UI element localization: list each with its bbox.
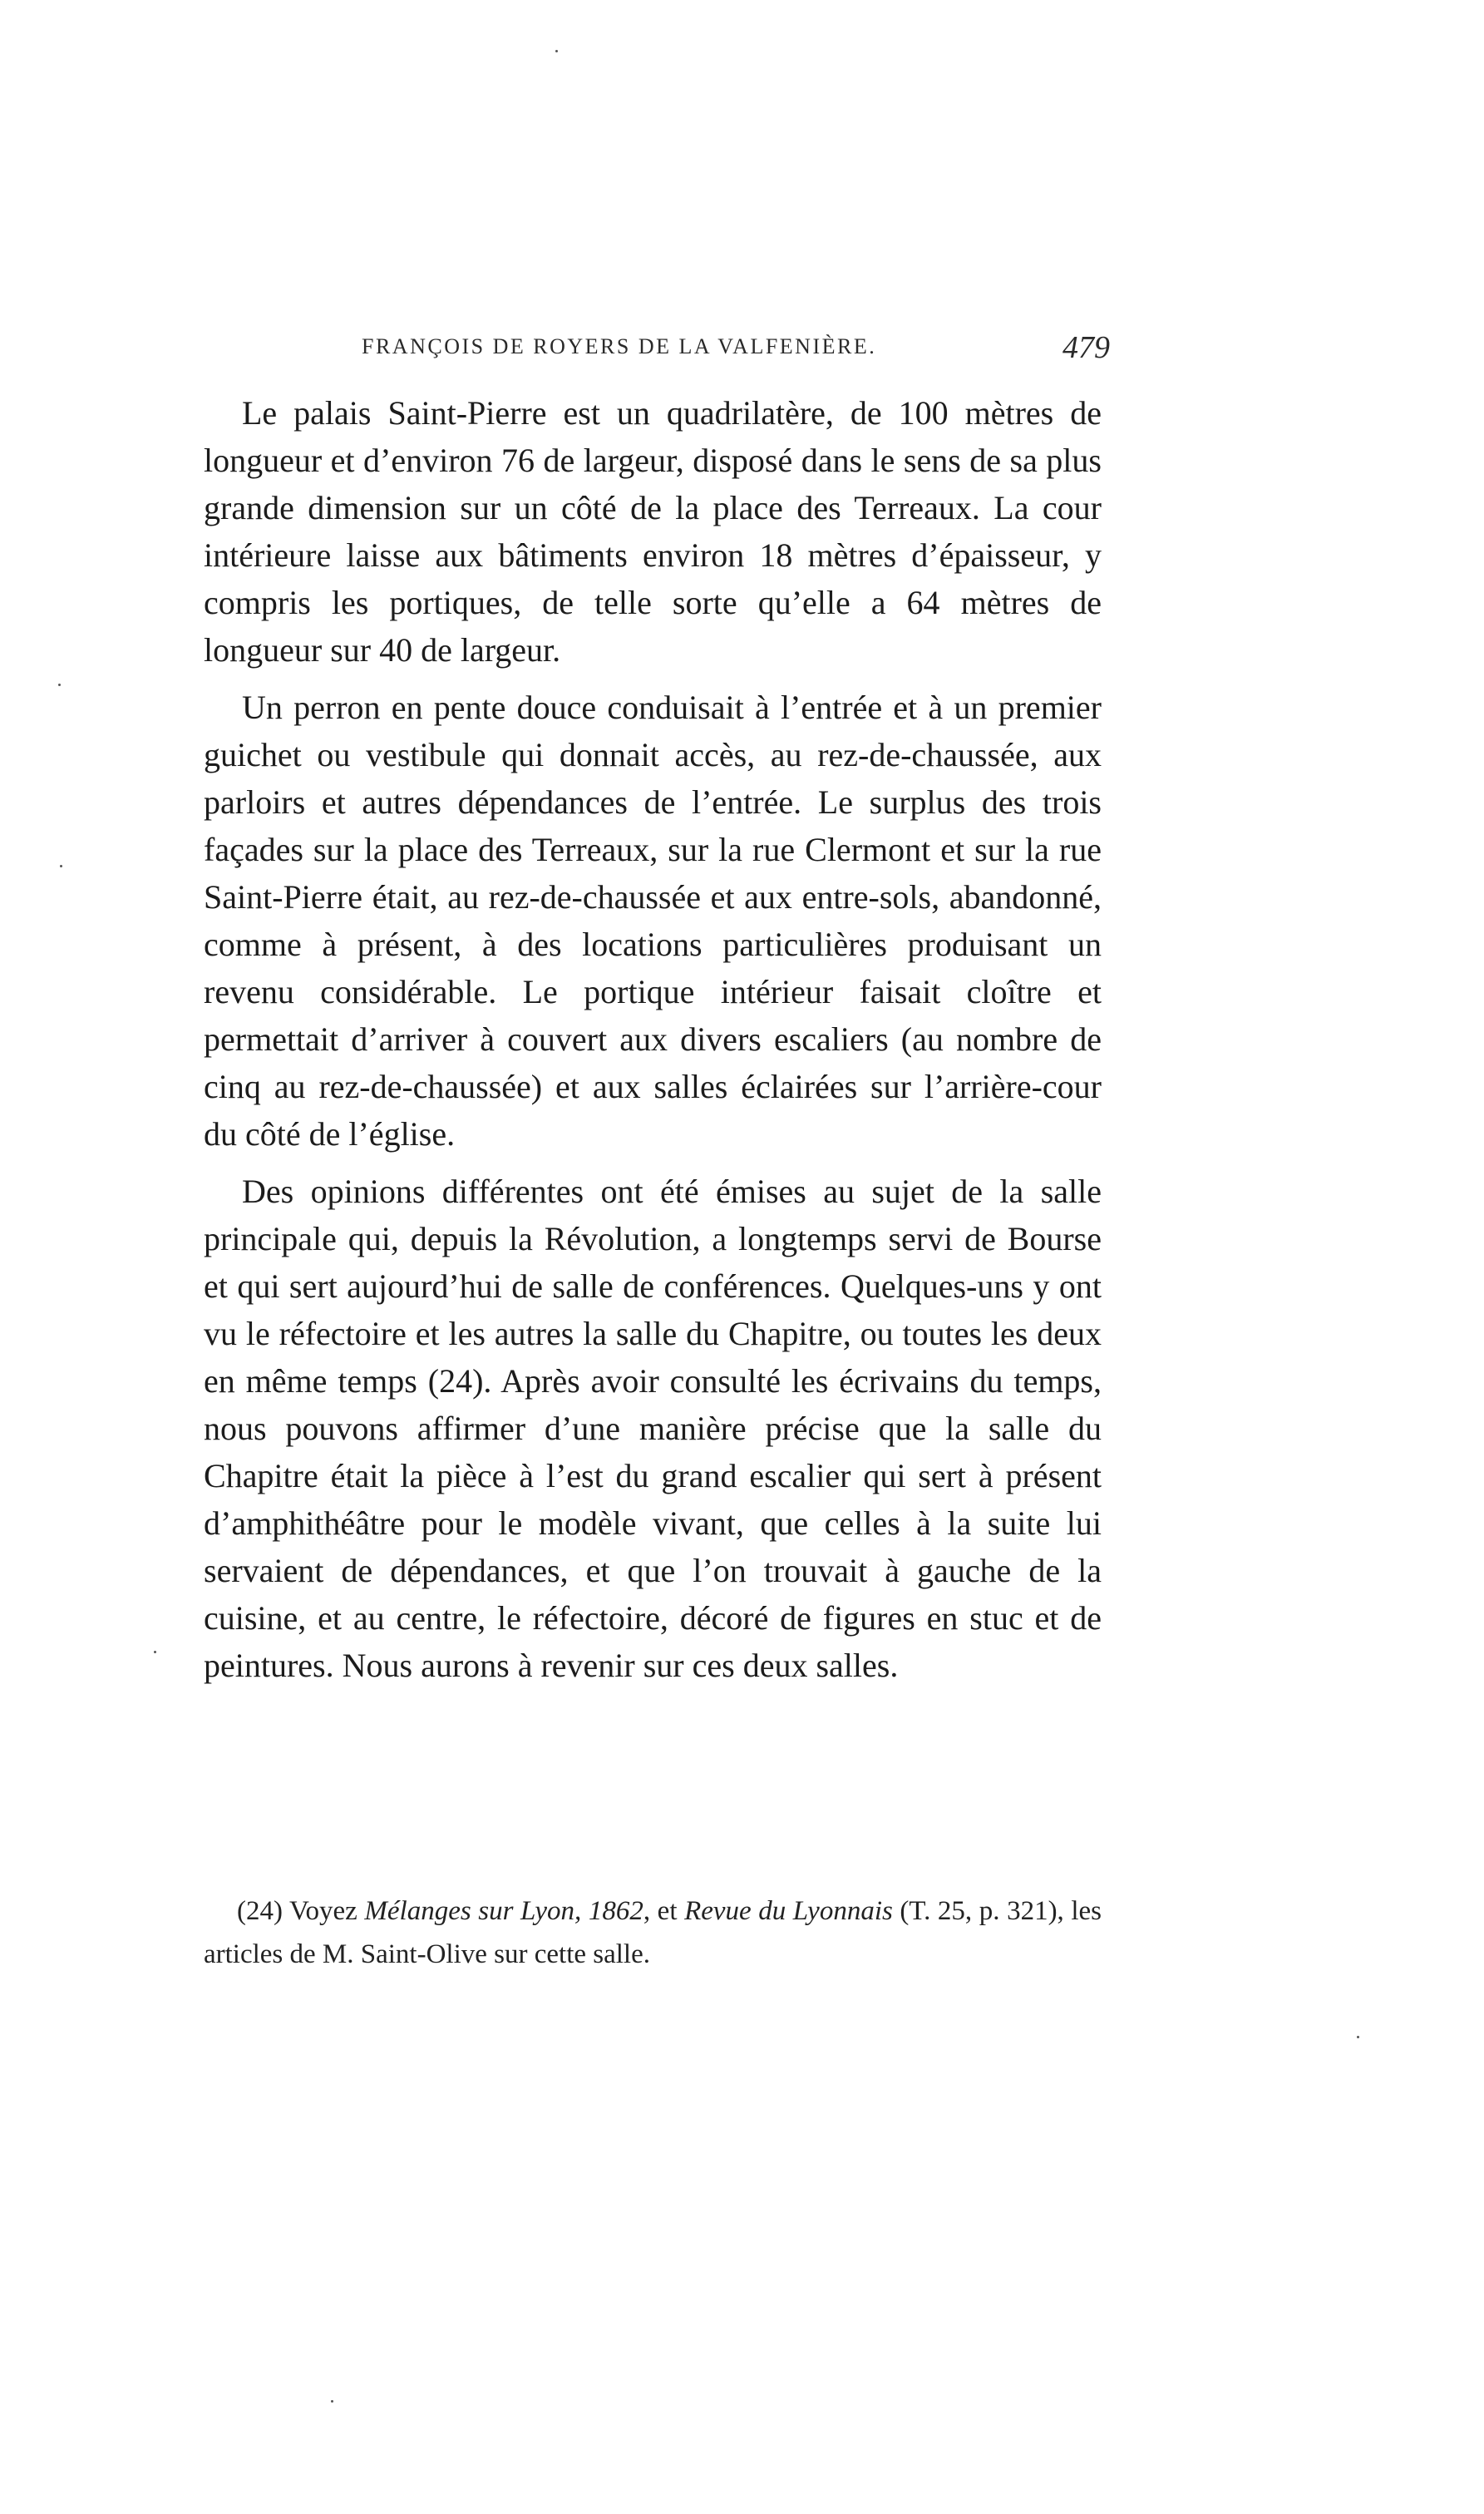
footnote-text-after: (T. 25, p. 321), les articles de M. Saint-Olive sur cette salle. [204,1896,1102,1969]
footnote-title-2: Revue du Lyonnais [684,1896,893,1926]
running-head: FRANÇOIS DE ROYERS DE LA VALFENIÈRE. [362,334,877,358]
footnote-marker: (24) [237,1896,283,1926]
body-text [204,389,1102,1699]
footnote-text-middle: , et [643,1896,678,1926]
footnote-text-before: Voyez [288,1896,357,1926]
footnote [204,1889,1102,1976]
footnote-title-1: Mélanges sur Lyon, 1862 [364,1896,643,1926]
paragraph: Le palais Saint-Pierre est un quadrilatère, de 100 mètres de longueur et d’environ 76 de largeur, disposé dans le sens de sa plus grande dimension sur un côté de la place des Terreaux. La cour intérieure laisse aux bâtiments environ 18 mètres d’épaisseur, y compris les portiques, de telle sorte qu’elle a 64 mètres de longueur sur 40 de largeur. [204,394,1102,669]
paragraph: Des opinions différentes ont été émises au sujet de la salle principale qui, depuis la Révolution, a longtemps servi de Bourse et qui sert aujourd’hui de salle de conférences. Quelques-uns y ont vu le réfectoire et les autres la salle du Chapitre, ou toutes les deux en même temps (24). Après avoir consulté les écrivains du temps, nous pouvons affirmer d’une manière précise que la salle du Chapitre était la pièce à l’est du grand escalier qui sert à présent d’amphithéâtre pour le modèle vivant, que celles à la suite lui servaient de dépendances, et que l’on trouvait à gauche de la cuisine, et au centre, le réfectoire, décoré de figures en stuc et de peintures. Nous aurons à revenir sur ces deux salles. [204,1173,1102,1684]
paper-speck [1357,2036,1359,2038]
paper-speck [154,1651,156,1653]
paragraph: Un perron en pente douce conduisait à l’entrée et à un premier guichet ou vestibule qui donnait accès, au rez-de-chaussée, aux parloirs et autres dépendances de l’entrée. Le surplus des trois façades sur la place des Terreaux, sur la rue Clermont et sur la rue Saint-Pierre était, au rez-de-chaussée et aux entre-sols, abandonné, comme à présent, à des locations particulières produisant un revenu considérable. Le portique intérieur faisait cloître et permettait d’arriver à couvert aux divers escaliers (au nombre de cinq au rez-de-chaussée) et aux salles éclairées sur l’arrière-cour du côté de l’église. [204,689,1102,1153]
paper-speck [60,865,62,867]
paper-speck [58,684,61,686]
paper-speck [555,50,558,52]
page-number: 479 [1062,330,1110,365]
page-header [362,330,1110,384]
paper-speck [331,2400,333,2403]
